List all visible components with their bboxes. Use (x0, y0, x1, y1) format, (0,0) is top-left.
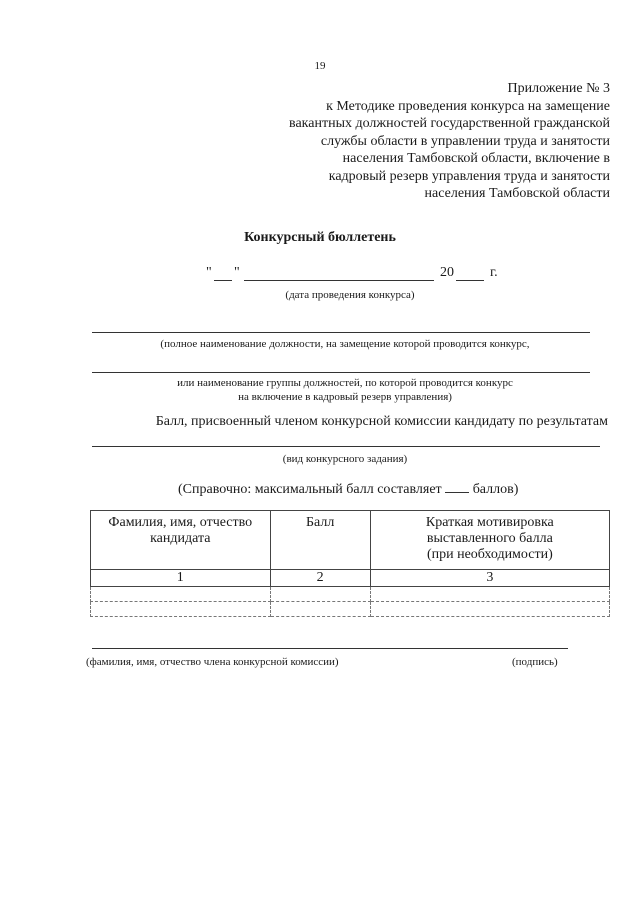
table-header-row (91, 511, 610, 570)
number-cell: 2 (270, 570, 370, 587)
group-caption-1: или наименование группы должностей, по которой проводится конкурс (177, 377, 513, 389)
header-cell-reason (370, 511, 609, 570)
number-cell: 1 (91, 570, 271, 587)
header-line: Краткая мотивировка (425, 515, 554, 530)
empty-cell[interactable] (270, 587, 370, 602)
appendix-line: кадровый резерв управления труда и занятости (328, 168, 610, 184)
appendix-line: вакантных должностей государственной гражданской (289, 116, 610, 131)
appendix-header (210, 80, 610, 203)
quote-close: " (234, 265, 240, 280)
header-line: Фамилия, имя, отчество (108, 515, 253, 530)
max-score-suffix: баллов) (472, 482, 519, 497)
max-score-line (178, 480, 518, 498)
max-score-prefix: (Справочно: максимальный балл составляет (178, 482, 442, 497)
empty-cell[interactable] (370, 587, 609, 602)
appendix-line: к Методике проведения конкурса на замещение (326, 98, 610, 114)
ballot-table (90, 510, 610, 617)
date-caption: (дата проведения конкурса) (285, 289, 415, 301)
year-blank (456, 280, 484, 281)
group-caption-2: на включение в кадровый резерв управления) (238, 391, 452, 403)
signature-blank (92, 648, 568, 649)
header-cell-score (270, 511, 370, 570)
number-cell: 3 (370, 570, 609, 587)
document-title: Конкурсный бюллетень (244, 230, 396, 245)
day-blank (214, 280, 232, 281)
appendix-line: службы области в управлении труда и занятости (320, 133, 610, 149)
table-row (91, 587, 610, 602)
appendix-line: населения Тамбовской области (424, 186, 610, 201)
task-caption: (вид конкурсного задания) (282, 453, 408, 465)
quote-open: " (206, 265, 212, 280)
empty-cell[interactable] (270, 602, 370, 617)
task-blank (92, 446, 600, 447)
group-blank (92, 372, 590, 373)
header-line: (при необходимости) (426, 547, 553, 562)
date-line (200, 265, 500, 285)
header-cell-candidate (91, 511, 271, 570)
year-suffix: г. (490, 265, 498, 280)
header-line: Балл (305, 515, 335, 530)
signature-name-caption: (фамилия, имя, отчество члена конкурсной комиссии) (86, 656, 339, 668)
header-line: кандидата (150, 531, 211, 546)
header-line: выставленного балла (426, 531, 553, 546)
table-row (91, 602, 610, 617)
position-caption: (полное наименование должности, на замещение которой проводится конкурс, (160, 338, 530, 350)
appendix-line: населения Тамбовской области, включение в (342, 151, 610, 166)
max-score-blank (445, 480, 469, 493)
appendix-line: Приложение № 3 (507, 81, 610, 96)
month-blank (244, 280, 434, 281)
table-row (91, 570, 610, 587)
empty-cell[interactable] (370, 602, 609, 617)
position-blank (92, 332, 590, 333)
page-number: 19 (314, 60, 326, 72)
empty-cell[interactable] (91, 602, 271, 617)
signature-sign-caption: (подпись) (512, 656, 558, 668)
score-text: Балл, присвоенный членом конкурсной комиссии кандидату по результатам (155, 414, 608, 429)
empty-cell[interactable] (91, 587, 271, 602)
year-prefix: 20 (440, 265, 454, 280)
